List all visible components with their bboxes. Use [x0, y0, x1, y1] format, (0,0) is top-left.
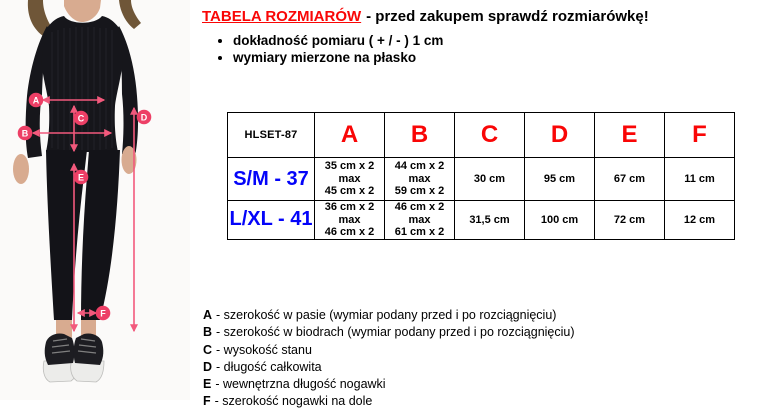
cell-lxl-f: 12 cm — [665, 201, 735, 240]
cell-lxl-b: 46 cm x 2 max 61 cm x 2 — [385, 201, 455, 240]
legend-item-d: D - długość całkowita — [203, 359, 322, 374]
model-photo — [0, 0, 190, 400]
marker-letter-b: B — [21, 128, 29, 139]
cell-sm-b: 44 cm x 2 max 59 cm x 2 — [385, 158, 455, 201]
column-header-d: D — [525, 113, 595, 158]
table-row-lxl — [228, 201, 735, 240]
header — [202, 8, 762, 67]
cell-sm-c: 30 cm — [455, 158, 525, 201]
marker-letter-d: D — [140, 112, 148, 123]
size-label-sm: S/M - 37 — [228, 158, 315, 201]
marker-letter-a: A — [32, 95, 40, 106]
size-table-header-row — [228, 113, 735, 158]
column-header-e: E — [595, 113, 665, 158]
cell-sm-a: 35 cm x 2 max 45 cm x 2 — [315, 158, 385, 201]
legend-item-a: A - szerokość w pasie (wymiar podany przed i po rozciągnięciu) — [203, 308, 557, 322]
marker-letter-c: C — [77, 113, 85, 124]
legend-item-c: C - wysokość stanu — [203, 342, 312, 357]
column-header-b: B — [385, 113, 455, 158]
measurement-legend — [203, 307, 575, 411]
cell-lxl-d: 100 cm — [525, 201, 595, 240]
marker-letter-f: F — [100, 308, 106, 319]
table-row-sm — [228, 158, 735, 201]
cell-lxl-c: 31,5 cm — [455, 201, 525, 240]
size-label-lxl: L/XL - 41 — [228, 201, 315, 240]
cell-sm-d: 95 cm — [525, 158, 595, 201]
cell-sm-e: 67 cm — [595, 158, 665, 201]
page-title-highlight: TABELA ROZMIARÓW — [202, 8, 362, 25]
cell-lxl-a: 36 cm x 2 max 46 cm x 2 — [315, 201, 385, 240]
measurement-notes — [202, 33, 762, 66]
column-header-a: A — [315, 113, 385, 158]
column-header-c: C — [455, 113, 525, 158]
page-title — [202, 8, 762, 25]
marker-letter-e: E — [77, 172, 85, 183]
cell-sm-f: 11 cm — [665, 158, 735, 201]
column-header-f: F — [665, 113, 735, 158]
legend-item-f: F - szerokość nogawki na dole — [203, 394, 373, 409]
product-code: HLSET-87 — [228, 113, 315, 158]
note-accuracy: • dokładność pomiaru ( + / - ) 1 cm — [233, 33, 762, 49]
page-title-subtitle: - przed zakupem sprawdź rozmiarówkę! — [366, 8, 649, 25]
cell-lxl-e: 72 cm — [595, 201, 665, 240]
note-flat: • wymiary mierzone na płasko — [233, 50, 762, 66]
legend-item-b: B - szerokość w biodrach (wymiar podany przed i po rozciągnięciu) — [203, 325, 575, 340]
size-table — [227, 112, 735, 240]
legend-item-e: E - wewnętrzna długość nogawki — [203, 377, 386, 392]
